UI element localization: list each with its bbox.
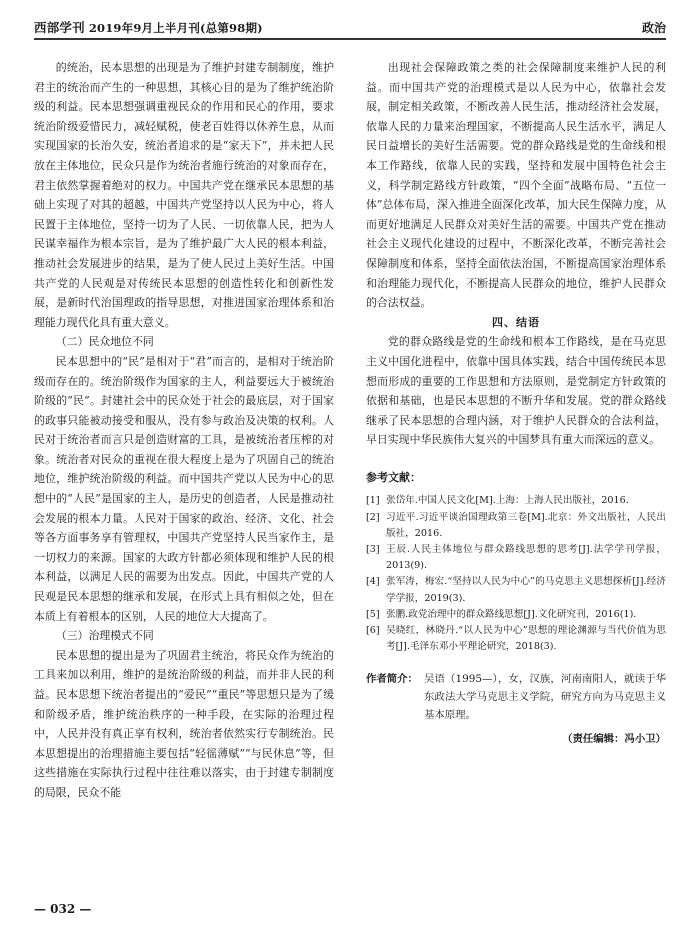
references-title: 参考文献：: [366, 470, 421, 484]
subsection-heading: （三）治理模式不同: [55, 629, 154, 643]
reference-number: [5]: [366, 608, 380, 620]
reference-item: [366, 493, 666, 509]
reference-text: 吴晓红，林晓丹.“以人民为中心”思想的理论渊源与当代价值为思考[J].毛泽东邓小平理论研究，2018(3).: [386, 625, 666, 653]
reference-number: [4]: [366, 576, 380, 588]
reference-text: 张军涛，梅宏.“坚持以人民为中心”的马克思主义思想探析[J].经济学学报，2019(3).: [386, 576, 666, 604]
page-header: [34, 16, 666, 40]
left-column: [34, 58, 334, 803]
references-list: [366, 493, 666, 655]
reference-item: [366, 542, 666, 574]
author-text: 吴语（1995—），女，汉族，河南南阳人，就读于华东政法大学马克思主义学院，研究方向为马克思主义基本原理。: [424, 672, 666, 721]
section-label: 政治: [641, 20, 666, 35]
paragraph: 出现社会保障政策之类的社会保障制度来维护人民的利益。而中国共产党的治理模式是以人民为中心，依靠社会发展，制定相关政策，不断改善人民生活，推动经济社会发展，依靠人民的力量来治理国家，不断提高人民生活水平，满足人民日益增长的美好生活需要。党的群众路线是党的生命线和根本工作路线，依靠人民的实践，坚持和发展中国特色社会主义，科学制定路线方针政策，“四个全面”战略布局、“五位一体”总体布局，深入推进全面深化改革，加大民生保障力度，从而更好地满足人民群众对美好生活的需要。中国共产党在推动社会主义现代化建设的过程中，不断深化改革，不断完善社会保障制度和体系，坚持全面依法治国，不断提高国家治理体系和治理能力现代化，不断提高人民群众的地位，维护人民群众的合法权益。: [366, 61, 666, 310]
reference-number: [1]: [366, 495, 380, 507]
reference-text: 张鹏.政党治理中的群众路线思想[J].文化研究刊，2016(1).: [386, 608, 637, 620]
paragraph: 的统治，民本思想的出现是为了维护封建专制制度，维护君主的统治而产生的一种思想，其核心目的是为了维护统治阶级的利益。民本思想强调重视民众的作用和民心的作用，要求统治阶级爱惜民力，减轻赋税，使老百姓得以休养生息，从而实现国家的长治久安，统治者追求的是“家天下”，并未把人民放在主体地位，民众只是作为统治者施行统治的对象而存在，君主依然掌握着绝对的权力。中国共产党在继承民本思想的基础上实现了对其的超越，中国共产党坚持以人民为中心，将人民置于主体地位，坚持一切为了人民、一切依靠人民，把为人民谋幸福作为根本宗旨，是为了维护最广大人民的根本利益，推动社会发展进步的结果，是为了使人民过上美好生活。中国共产党的人民观是对传统民本思想的创造性转化和创新性发展，是新时代治国理政的指导思想，对推进国家治理体系和治理能力现代化具有重大意义。: [34, 61, 334, 329]
reference-text: 王辰.人民主体地位与群众路线思想的思考[J].法学学刊学报，2013(9).: [386, 544, 666, 572]
journal-name: 西部学刊: [34, 20, 85, 35]
subsection-heading: （二）民众地位不同: [55, 335, 154, 349]
conclusion-heading: 四、结语: [492, 315, 540, 329]
journal-issue-line: [34, 18, 263, 36]
reference-text: 张岱年.中国人民文化[M].上海：上海人民出版社，2016.: [386, 495, 629, 507]
reference-item: [366, 623, 666, 655]
author-label: 作者简介：: [366, 672, 418, 685]
reference-number: [6]: [366, 625, 380, 637]
reference-item: [366, 574, 666, 606]
reference-text: 习近平.习近平谈治国理政第三卷[M].北京：外文出版社，人民出版社，2016.: [386, 511, 666, 539]
author-bio: [366, 670, 666, 724]
paragraph: 党的群众路线是党的生命线和根本工作路线，是在马克思主义中国化进程中，依靠中国具体实践，结合中国传统民本思想而形成的重要的工作思想和方法原则，是党制定方针政策的依据和基础，也是民本思想的不断升华和发展。党的群众路线继承了民本思想的合理内涵，对于维护人民群众的合法利益，早日实现中华民族伟大复兴的中国梦具有重大而深远的意义。: [366, 335, 666, 447]
issue-info: 2019年9月上半月刊(总第98期): [88, 21, 263, 35]
reference-item: [366, 510, 666, 542]
reference-number: [3]: [366, 544, 380, 556]
paragraph: 民本思想中的“民”是相对于“君”而言的，是相对于统治阶级而存在的。统治阶级作为国家的主人，利益要远大于被统治阶级的“民”。封建社会中的民众处于社会的最底层，对于国家的政事只能被动接受和服从，没有参与政治及决策的权利。人民对于统治者而言只是创造财富的工具，是被统治者压榨的对象。统治者对民众的重视在很大程度上是为了巩固自己的统治地位，维护统治阶级的利益。而中国共产党以人民为中心的思想中的“人民”是国家的主人，是历史的创造者，人民是推动社会发展的根本力量。人民对于国家的政治、经济、文化、社会等各方面事务享有管理权，中国共产党坚持人民当家作主，是一切权力的来源。国家的大政方针都必须体现和维护人民的根本利益，以满足人民的需要为出发点。因此，中国共产党的人民观是民本思想的继承和发展，在形式上具有相似之处，但在本质上有着根本的区别，人民的地位大大提高了。: [34, 354, 334, 623]
responsible-editor: （责任编辑：冯小卫）: [562, 732, 666, 745]
paragraph: 民本思想的提出是为了巩固君主统治，将民众作为统治的工具来加以利用，维护的是统治阶级的利益，而并非人民的利益。民本思想下统治者提出的“爱民”“重民”等思想只是为了缓和阶级矛盾，维护统治秩序的一种手段，在实际的治理过程中，人民并没有真正享有权利，统治者依然实行专制统治。民本思想提出的治理措施主要包括“轻徭薄赋”“与民休息”等，但这些措施在实际执行过程中往往难以落实，由于封建专制制度的局限，民众不能: [34, 648, 334, 799]
right-column: [366, 58, 666, 749]
reference-number: [2]: [366, 511, 380, 523]
reference-item: [366, 607, 666, 623]
page-number: — 032 —: [34, 902, 92, 916]
